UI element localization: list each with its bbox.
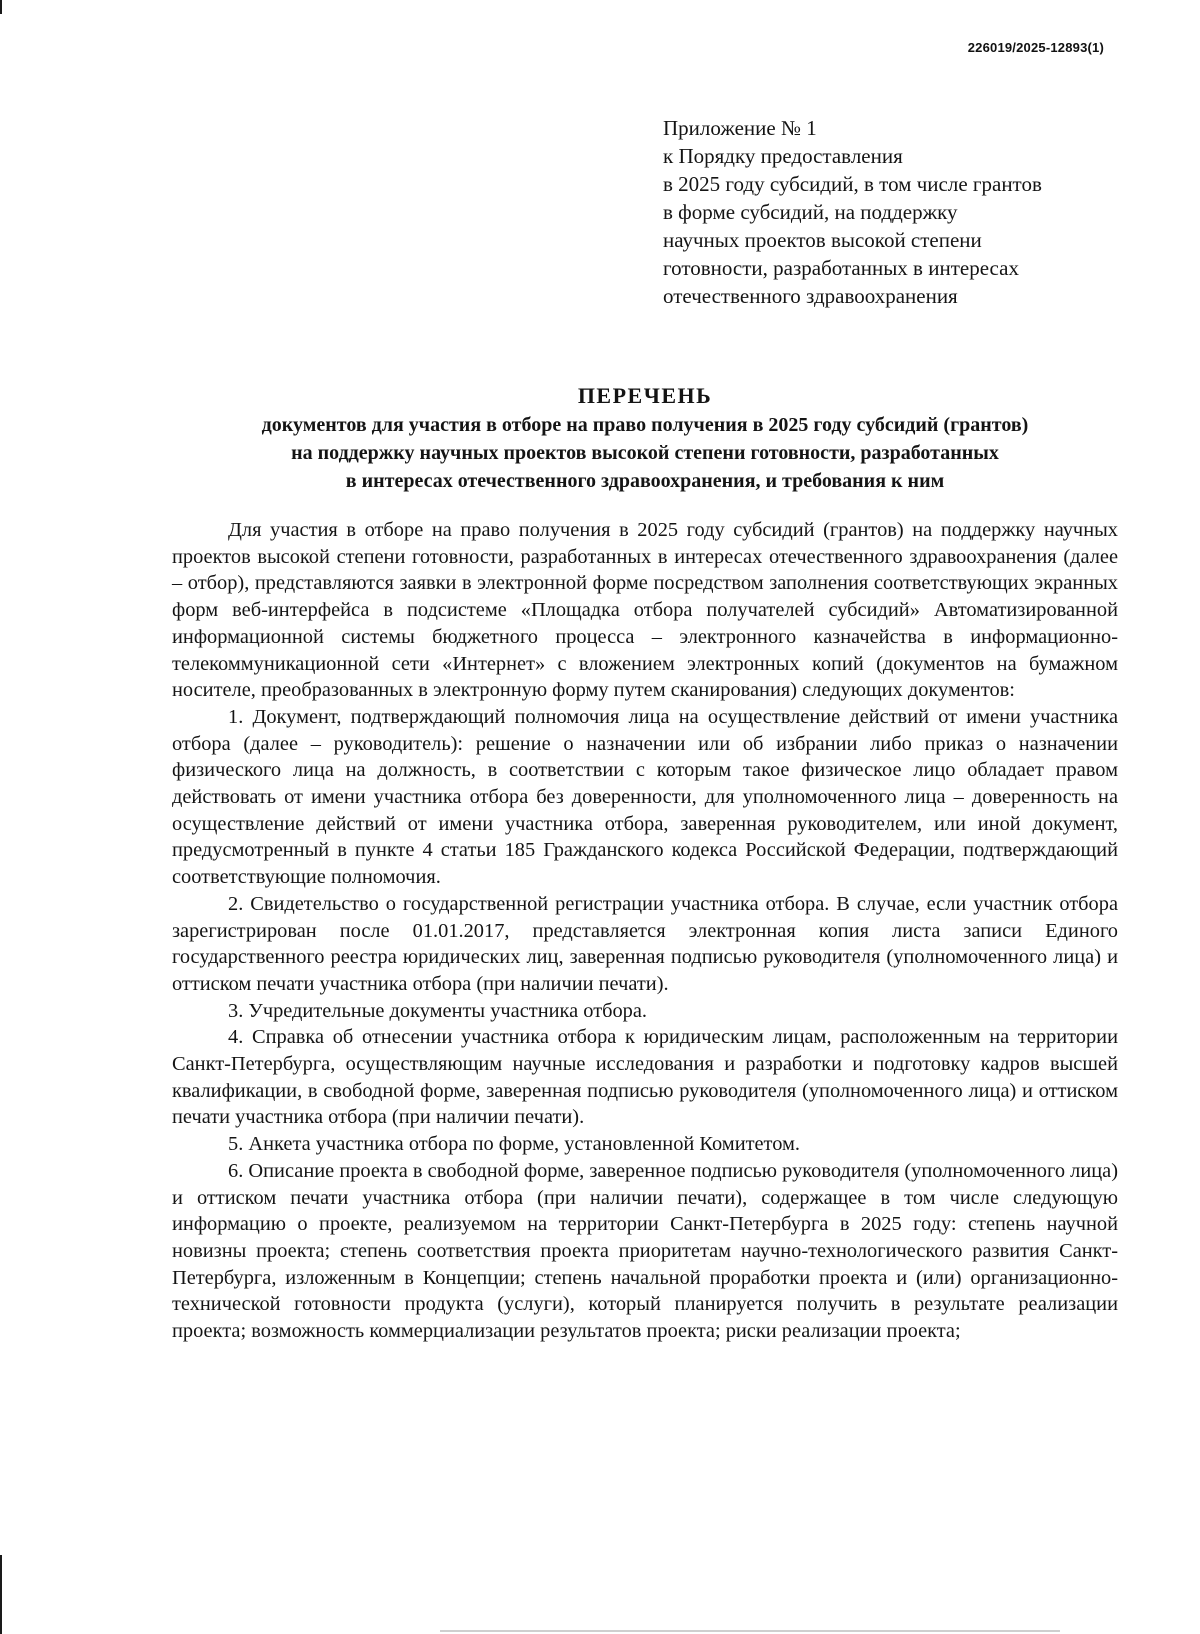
scan-edge-mark (440, 1630, 1060, 1632)
intro-paragraph: Для участия в отборе на право получения в 2025 году субсидий (грантов) на поддержку научных проектов высокой степени готовности, разработанных в интересах отечественного здравоохранения (далее – отбор), представляются заявки в электронной форме посредством заполнения соответствующих экранных форм веб-интерфейса в подсистеме «Площадка отбора получателей субсидий» Автоматизированной информационной системы бюджетного процесса – электронного казначейства в информационно-телекоммуникационной сети «Интернет» с вложением электронных копий (документов на бумажном носителе, преобразованных в электронную форму путем сканирования) следующих документов: (172, 519, 1118, 702)
document-body (172, 517, 1118, 1345)
registration-number: 226019/2025-12893(1) (967, 40, 1104, 55)
appendix-line: в форме субсидий, на поддержку (663, 200, 958, 224)
scan-edge-mark (0, 1555, 2, 1634)
scan-edge-mark (0, 0, 2, 14)
appendix-line: научных проектов высокой степени (663, 228, 982, 252)
appendix-line: отечественного здравоохранения (663, 284, 958, 308)
list-item-6: 6. Описание проекта в свободной форме, заверенное подписью руководителя (уполномоченного лица) и оттиском печати участника отбора (при наличии печати), содержащее в том числе следующую информацию о проекте, реализуемом на территории Санкт-Петербурга в 2025 году: степень научной новизны проекта; степень соответствия проекта приоритетам научно-технологического развития Санкт-Петербурга, изложенным в Концепции; степень начальной проработки проекта и (или) организационно-технической готовности продукта (услуги), который планируется получить в результате реализации проекта; возможность коммерциализации результатов проекта; риски реализации проекта; (172, 1159, 1118, 1343)
appendix-block (663, 114, 1133, 310)
list-item-1: 1. Документ, подтверждающий полномочия лица на осуществление действий от имени участника отбора (далее – руководитель): решение о назначении или об избрании либо приказ о назначении физического лица на должность, в соответствии с которым такое физическое лицо обладает правом действовать от имени участника отбора без доверенности, для уполномоченного лица – доверенность на осуществление действий от имени участника отбора, заверенная руководителем, или иной документ, предусмотренный в пункте 4 статьи 185 Гражданского кодекса Российской Федерации, подтверждающий соответствующие полномочия. (172, 705, 1118, 889)
appendix-line: в 2025 году субсидий, в том числе грантов (663, 172, 1042, 196)
document-subtitle-line: на поддержку научных проектов высокой степени готовности, разработанных (291, 442, 999, 464)
list-item-4: 4. Справка об отнесении участника отбора к юридическим лицам, расположенным на территории Санкт-Петербурга, осуществляющим научные исследования и разработки и подготовку кадров высшей квалификации, в свободной форме, заверенная подписью руководителя (уполномоченного лица) и оттиском печати участника отбора (при наличии печати). (172, 1026, 1118, 1129)
document-title: ПЕРЕЧЕНЬ (577, 383, 713, 408)
list-item-3: 3. Учредительные документы участника отбора. (228, 999, 648, 1022)
appendix-line: к Порядку предоставления (663, 144, 903, 168)
appendix-line: готовности, разработанных в интересах (663, 256, 1019, 280)
document-subtitle-line: документов для участия в отборе на право получения в 2025 году субсидий (грантов) (261, 414, 1029, 436)
list-item-5: 5. Анкета участника отбора по форме, установленной Комитетом. (228, 1133, 801, 1156)
document-heading (150, 381, 1140, 495)
document-subtitle-line: в интересах отечественного здравоохранения, и требования к ним (345, 470, 945, 492)
appendix-line: Приложение № 1 (663, 116, 817, 140)
list-item-2: 2. Свидетельство о государственной регистрации участника отбора. В случае, если участник отбора зарегистрирован после 01.01.2017, представляется электронная копия листа записи Единого государственного реестра юридических лиц, заверенная подписью руководителя (уполномоченного лица) и оттиском печати участника отбора (при наличии печати). (172, 892, 1118, 995)
